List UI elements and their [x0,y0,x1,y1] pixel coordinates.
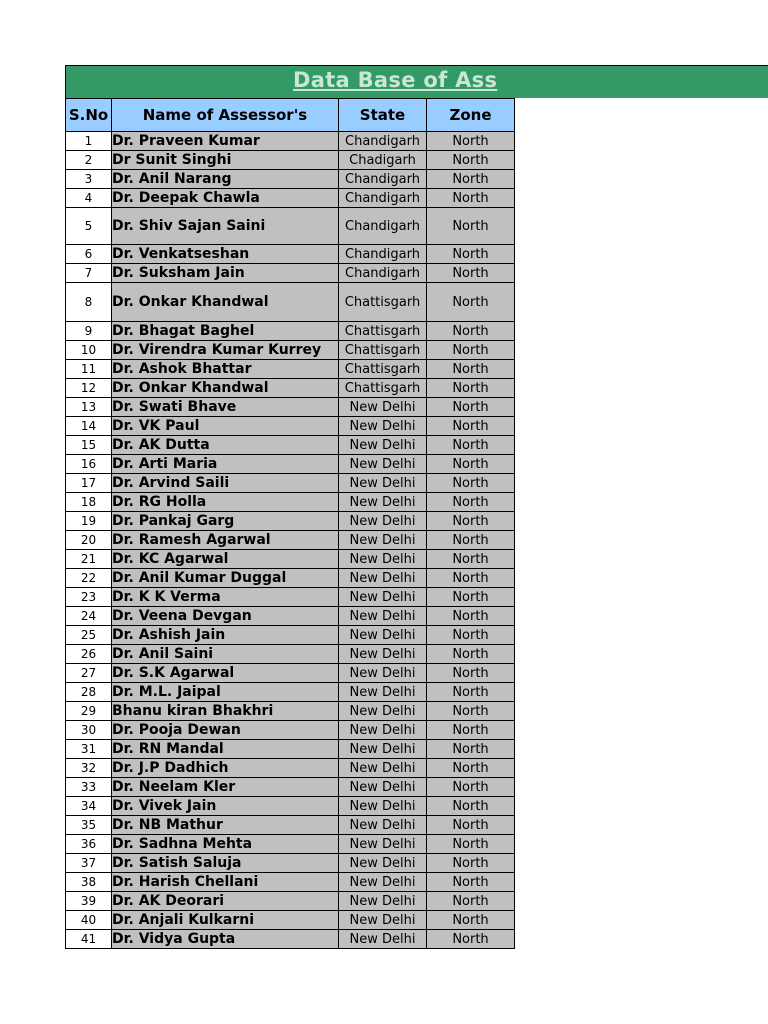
cell-sno[interactable]: 13 [66,398,112,417]
cell-sno[interactable]: 28 [66,683,112,702]
cell-name[interactable]: Dr. Anil Kumar Duggal [112,569,339,588]
cell-zone[interactable]: North [427,816,515,835]
cell-sno[interactable]: 37 [66,854,112,873]
cell-zone[interactable]: North [427,322,515,341]
cell-state[interactable]: New Delhi [339,550,427,569]
cell-zone[interactable]: North [427,493,515,512]
cell-zone[interactable]: North [427,436,515,455]
table-row [66,892,515,911]
table-row [66,360,515,379]
title-clip [66,66,516,98]
table-row [66,664,515,683]
table-row [66,816,515,835]
cell-sno[interactable]: 39 [66,892,112,911]
cell-state[interactable]: New Delhi [339,645,427,664]
cell-zone[interactable]: North [427,512,515,531]
cell-state[interactable]: Chattisgarh [339,379,427,398]
cell-name[interactable]: Dr. Anjali Kulkarni [112,911,339,930]
cell-name[interactable]: Dr. RN Mandal [112,740,339,759]
cell-zone[interactable]: North [427,531,515,550]
assessor-table [65,98,515,949]
cell-state[interactable]: Chattisgarh [339,341,427,360]
table-row [66,170,515,189]
cell-sno[interactable]: 29 [66,702,112,721]
cell-zone[interactable]: North [427,360,515,379]
cell-name[interactable]: Dr. KC Agarwal [112,550,339,569]
table-row [66,835,515,854]
cell-state[interactable]: New Delhi [339,759,427,778]
cell-state[interactable]: Chadigarh [339,151,427,170]
cell-sno[interactable]: 33 [66,778,112,797]
cell-zone[interactable]: North [427,607,515,626]
cell-name[interactable]: Dr. J.P Dadhich [112,759,339,778]
header-zone[interactable]: Zone [427,99,515,132]
table-row [66,341,515,360]
cell-sno[interactable]: 17 [66,474,112,493]
cell-name[interactable]: Dr. Swati Bhave [112,398,339,417]
table-row [66,911,515,930]
cell-name[interactable]: Dr. Anil Narang [112,170,339,189]
cell-sno[interactable]: 27 [66,664,112,683]
cell-zone[interactable]: North [427,170,515,189]
cell-name[interactable]: Dr. M.L. Jaipal [112,683,339,702]
table-row [66,189,515,208]
cell-name[interactable]: Dr. Vivek Jain [112,797,339,816]
cell-zone[interactable]: North [427,664,515,683]
cell-sno[interactable]: 21 [66,550,112,569]
cell-name[interactable]: Dr. Arvind Saili [112,474,339,493]
cell-zone[interactable]: North [427,550,515,569]
cell-sno[interactable]: 8 [66,283,112,322]
cell-state[interactable]: Chattisgarh [339,322,427,341]
cell-state[interactable]: Chandigarh [339,132,427,151]
cell-name[interactable]: Dr. Arti Maria [112,455,339,474]
cell-zone[interactable]: North [427,189,515,208]
cell-zone[interactable]: North [427,721,515,740]
table-row [66,474,515,493]
cell-state[interactable]: New Delhi [339,740,427,759]
cell-zone[interactable]: North [427,626,515,645]
cell-name[interactable]: Dr. VK Paul [112,417,339,436]
title-bar [65,65,768,98]
table-row [66,151,515,170]
sheet-title: Data Base of Ass [293,68,498,92]
cell-name[interactable]: Dr. Onkar Khandwal [112,379,339,398]
cell-sno[interactable]: 40 [66,911,112,930]
cell-name[interactable]: Dr. Satish Saluja [112,854,339,873]
table-row [66,683,515,702]
table-row [66,588,515,607]
cell-state[interactable]: New Delhi [339,702,427,721]
cell-name[interactable]: Dr. NB Mathur [112,816,339,835]
cell-name[interactable]: Dr. Bhagat Baghel [112,322,339,341]
cell-name[interactable]: Dr. RG Holla [112,493,339,512]
cell-state[interactable]: New Delhi [339,873,427,892]
cell-sno[interactable]: 23 [66,588,112,607]
cell-name[interactable]: Dr. Harish Chellani [112,873,339,892]
cell-state[interactable]: New Delhi [339,493,427,512]
cell-sno[interactable]: 9 [66,322,112,341]
cell-state[interactable]: Chandigarh [339,208,427,245]
cell-name[interactable]: Dr. AK Deorari [112,892,339,911]
cell-sno[interactable]: 41 [66,930,112,949]
cell-zone[interactable]: North [427,132,515,151]
cell-name[interactable]: Dr. S.K Agarwal [112,664,339,683]
cell-state[interactable]: New Delhi [339,930,427,949]
cell-sno[interactable]: 36 [66,835,112,854]
table-row [66,283,515,322]
cell-zone[interactable]: North [427,417,515,436]
cell-sno[interactable]: 18 [66,493,112,512]
cell-sno[interactable]: 32 [66,759,112,778]
cell-state[interactable]: New Delhi [339,778,427,797]
cell-name[interactable]: Dr. Venkatseshan [112,245,339,264]
cell-sno[interactable]: 25 [66,626,112,645]
table-row [66,797,515,816]
cell-state[interactable]: Chandigarh [339,189,427,208]
table-body [66,132,515,949]
table-row [66,208,515,245]
cell-state[interactable]: New Delhi [339,588,427,607]
cell-zone[interactable]: North [427,645,515,664]
cell-sno[interactable]: 22 [66,569,112,588]
cell-zone[interactable]: North [427,245,515,264]
cell-name[interactable]: Dr. Onkar Khandwal [112,283,339,322]
table-row [66,778,515,797]
cell-state[interactable]: Chandigarh [339,170,427,189]
cell-zone[interactable]: North [427,873,515,892]
table-row [66,455,515,474]
cell-name[interactable]: Dr. AK Dutta [112,436,339,455]
cell-sno[interactable]: 3 [66,170,112,189]
cell-sno[interactable]: 7 [66,264,112,283]
cell-zone[interactable]: North [427,854,515,873]
cell-state[interactable]: Chattisgarh [339,360,427,379]
cell-state[interactable]: New Delhi [339,607,427,626]
cell-sno[interactable]: 24 [66,607,112,626]
table-row [66,512,515,531]
cell-name[interactable]: Dr. Vidya Gupta [112,930,339,949]
cell-state[interactable]: Chandigarh [339,264,427,283]
cell-zone[interactable]: North [427,455,515,474]
cell-zone[interactable]: North [427,930,515,949]
table-row [66,721,515,740]
cell-name[interactable]: Dr. Suksham Jain [112,264,339,283]
cell-zone[interactable]: North [427,208,515,245]
cell-sno[interactable]: 35 [66,816,112,835]
table-row [66,702,515,721]
cell-state[interactable]: New Delhi [339,455,427,474]
cell-sno[interactable]: 34 [66,797,112,816]
cell-sno[interactable]: 2 [66,151,112,170]
cell-sno[interactable]: 30 [66,721,112,740]
cell-state[interactable]: Chandigarh [339,245,427,264]
cell-sno[interactable]: 15 [66,436,112,455]
table-row [66,436,515,455]
cell-state[interactable]: New Delhi [339,664,427,683]
cell-zone[interactable]: North [427,911,515,930]
cell-name[interactable]: Dr. Sadhna Mehta [112,835,339,854]
cell-sno[interactable]: 31 [66,740,112,759]
cell-sno[interactable]: 10 [66,341,112,360]
cell-state[interactable]: New Delhi [339,474,427,493]
cell-zone[interactable]: North [427,588,515,607]
cell-name[interactable]: Dr. Anil Saini [112,645,339,664]
cell-name[interactable]: Dr. Deepak Chawla [112,189,339,208]
table-row [66,264,515,283]
cell-state[interactable]: New Delhi [339,569,427,588]
cell-sno[interactable]: 11 [66,360,112,379]
cell-name[interactable]: Dr. Neelam Kler [112,778,339,797]
table-row [66,645,515,664]
cell-zone[interactable]: North [427,474,515,493]
cell-state[interactable]: New Delhi [339,797,427,816]
cell-zone[interactable]: North [427,264,515,283]
cell-sno[interactable]: 5 [66,208,112,245]
cell-zone[interactable]: North [427,797,515,816]
cell-state[interactable]: New Delhi [339,854,427,873]
cell-sno[interactable]: 6 [66,245,112,264]
cell-zone[interactable]: North [427,151,515,170]
cell-state[interactable]: New Delhi [339,911,427,930]
table-row [66,493,515,512]
cell-name[interactable]: Dr Sunit Singhi [112,151,339,170]
cell-state[interactable]: New Delhi [339,683,427,702]
table-row [66,930,515,949]
header-name[interactable]: Name of Assessor's [112,99,339,132]
table-row [66,854,515,873]
cell-state[interactable]: New Delhi [339,626,427,645]
cell-name[interactable]: Dr. Veena Devgan [112,607,339,626]
cell-state[interactable]: New Delhi [339,835,427,854]
table-row [66,322,515,341]
cell-zone[interactable]: North [427,379,515,398]
cell-name[interactable]: Dr. Ashish Jain [112,626,339,645]
cell-zone[interactable]: North [427,892,515,911]
cell-state[interactable]: New Delhi [339,436,427,455]
table-row [66,873,515,892]
cell-sno[interactable]: 19 [66,512,112,531]
cell-name[interactable]: Dr. Pooja Dewan [112,721,339,740]
cell-state[interactable]: New Delhi [339,531,427,550]
table-row [66,740,515,759]
cell-sno[interactable]: 1 [66,132,112,151]
header-sno[interactable]: S.No [66,99,112,132]
table-row [66,531,515,550]
cell-state[interactable]: New Delhi [339,892,427,911]
cell-state[interactable]: Chattisgarh [339,283,427,322]
cell-name[interactable]: Dr. Ashok Bhattar [112,360,339,379]
table-row [66,132,515,151]
table-row [66,607,515,626]
cell-sno[interactable]: 16 [66,455,112,474]
cell-zone[interactable]: North [427,341,515,360]
cell-sno[interactable]: 20 [66,531,112,550]
cell-state[interactable]: New Delhi [339,816,427,835]
header-state[interactable]: State [339,99,427,132]
cell-sno[interactable]: 14 [66,417,112,436]
cell-name[interactable]: Dr. Ramesh Agarwal [112,531,339,550]
cell-zone[interactable]: North [427,778,515,797]
cell-zone[interactable]: North [427,683,515,702]
cell-sno[interactable]: 26 [66,645,112,664]
table-row [66,417,515,436]
cell-sno[interactable]: 12 [66,379,112,398]
cell-name[interactable]: Dr. K K Verma [112,588,339,607]
cell-name[interactable]: Dr. Pankaj Garg [112,512,339,531]
cell-state[interactable]: New Delhi [339,398,427,417]
cell-state[interactable]: New Delhi [339,512,427,531]
cell-zone[interactable]: North [427,740,515,759]
cell-name[interactable]: Dr. Shiv Sajan Saini [112,208,339,245]
cell-name[interactable]: Dr. Praveen Kumar [112,132,339,151]
cell-zone[interactable]: North [427,835,515,854]
cell-zone[interactable]: North [427,759,515,778]
cell-state[interactable]: New Delhi [339,721,427,740]
cell-name[interactable]: Dr. Virendra Kumar Kurrey [112,341,339,360]
cell-sno[interactable]: 4 [66,189,112,208]
cell-sno[interactable]: 38 [66,873,112,892]
table-row [66,379,515,398]
table-row [66,626,515,645]
cell-zone[interactable]: North [427,283,515,322]
cell-zone[interactable]: North [427,569,515,588]
table-row [66,550,515,569]
table-row [66,398,515,417]
table-row [66,569,515,588]
cell-zone[interactable]: North [427,398,515,417]
cell-zone[interactable]: North [427,702,515,721]
table-row [66,759,515,778]
cell-name[interactable]: Bhanu kiran Bhakhri [112,702,339,721]
header-row [66,99,515,132]
table-row [66,245,515,264]
cell-state[interactable]: New Delhi [339,417,427,436]
